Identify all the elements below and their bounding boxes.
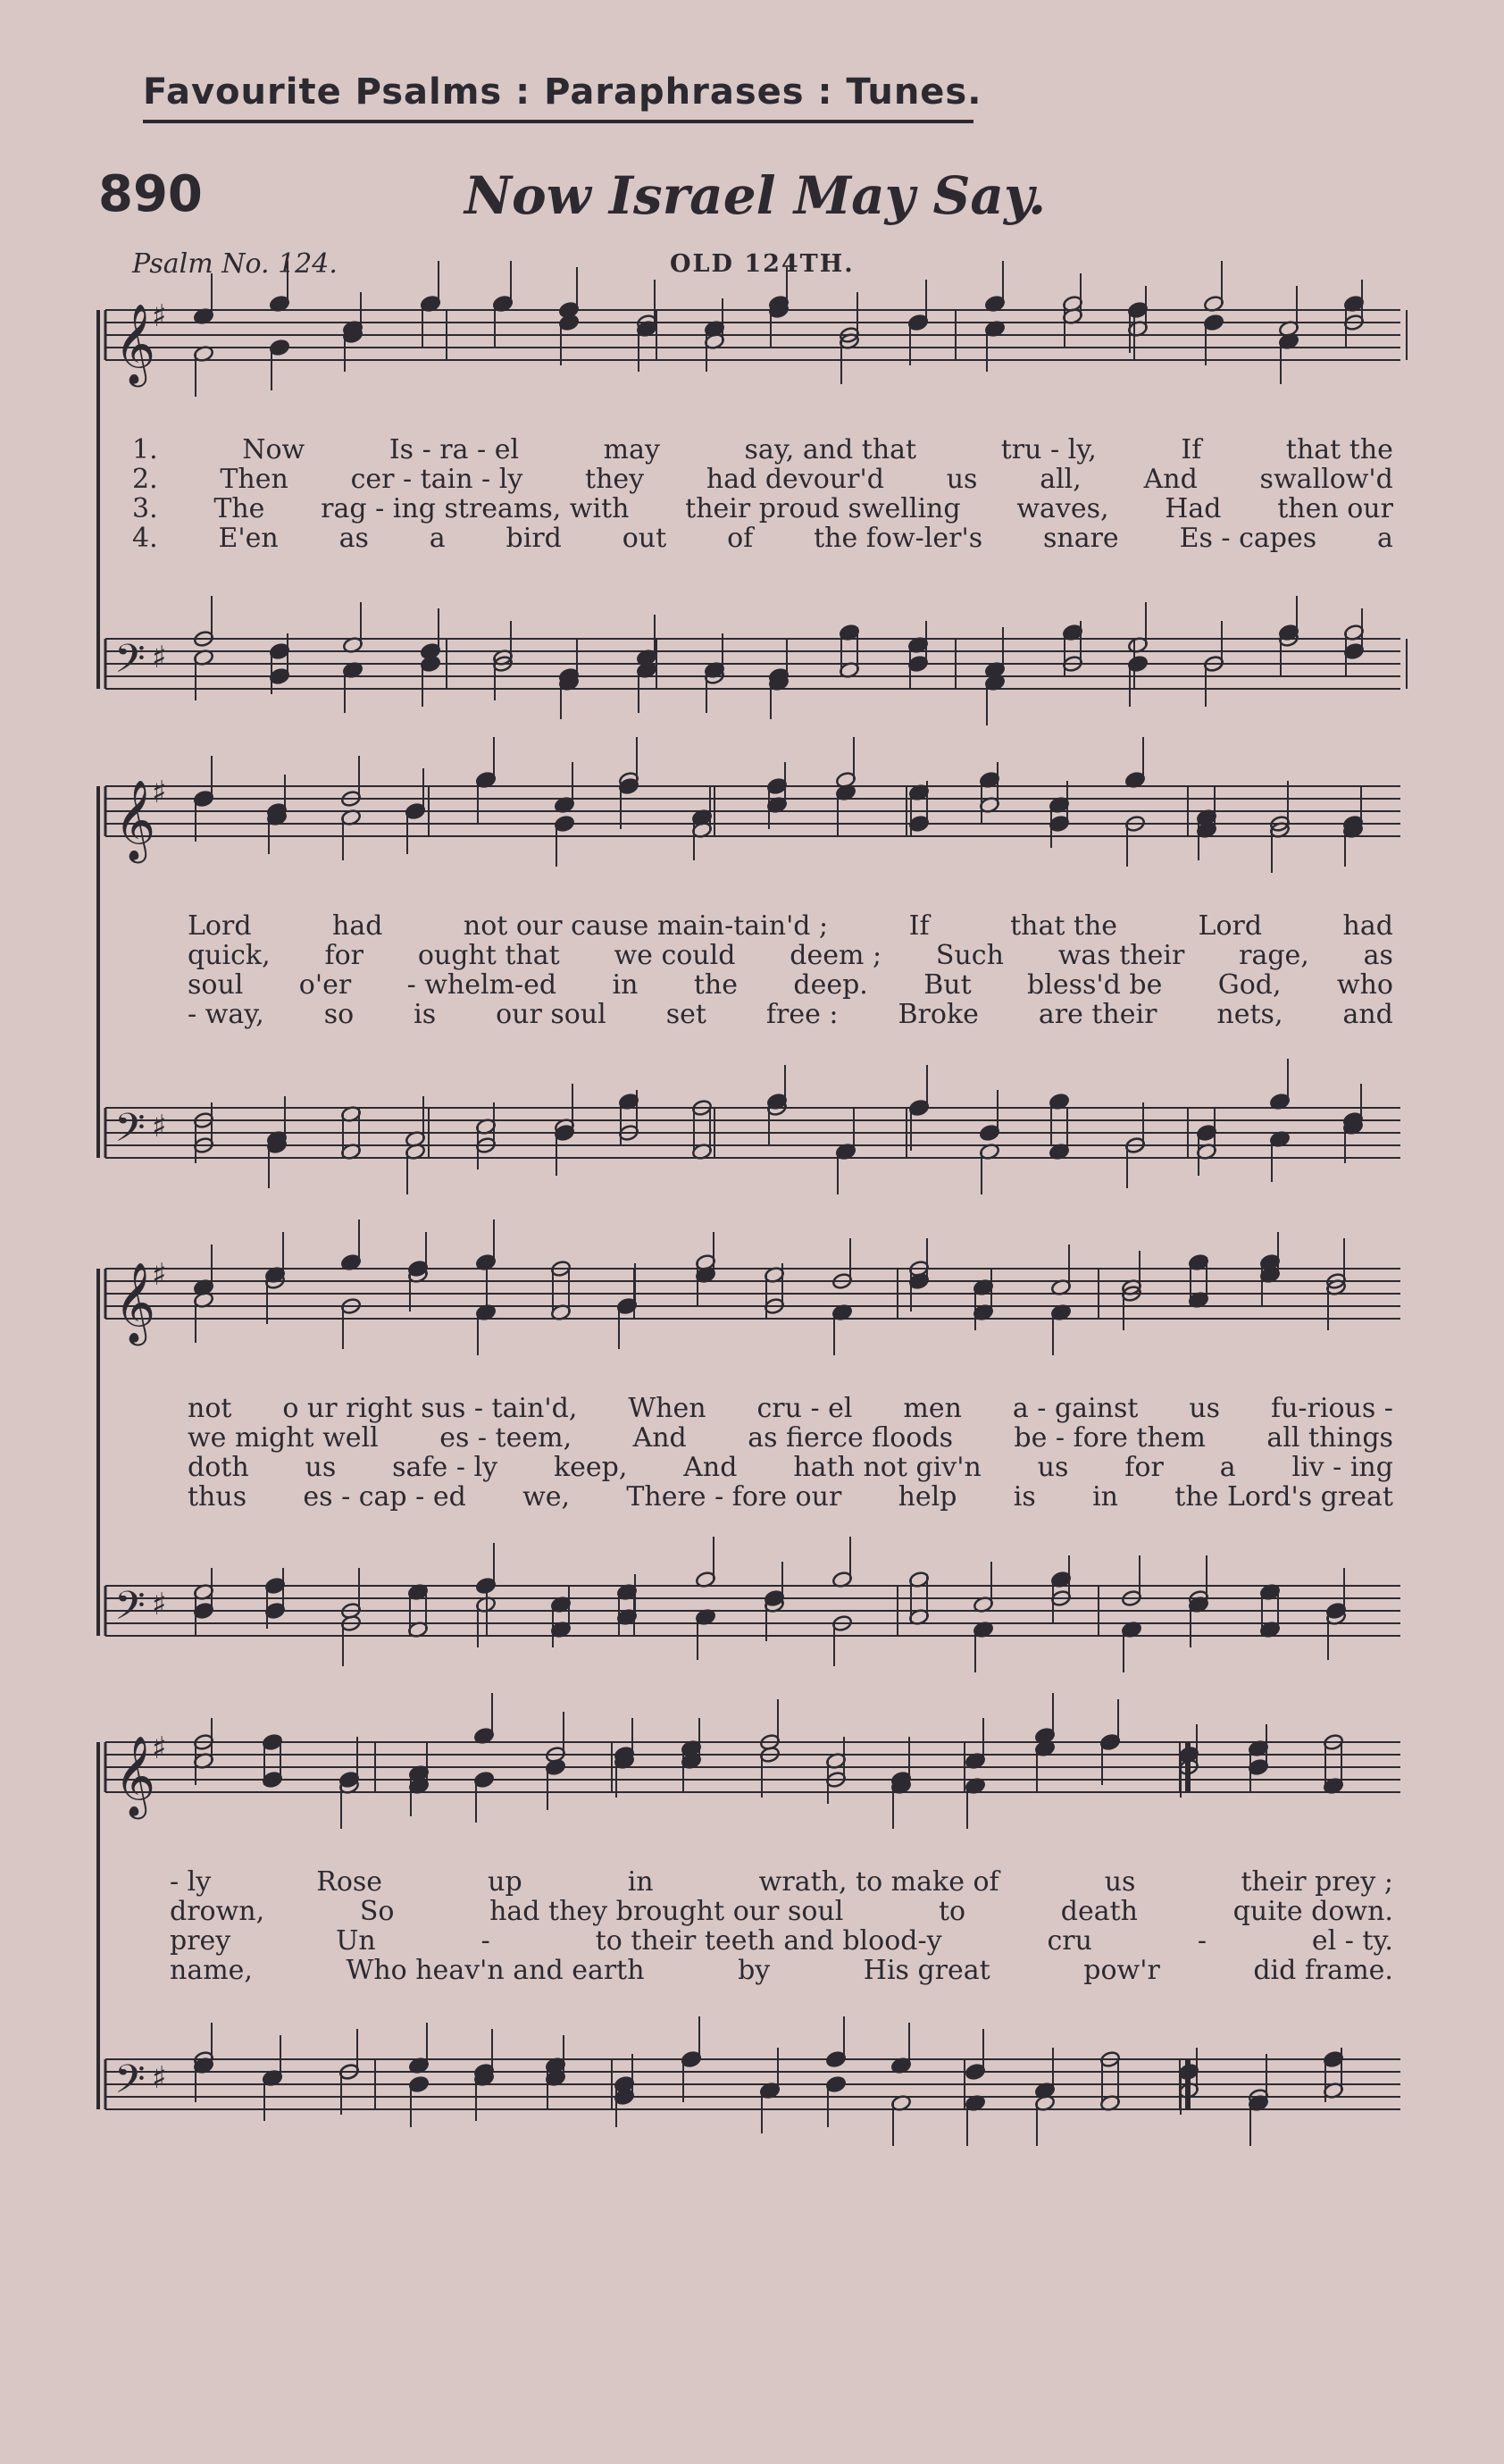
lyric-syllable: cru - el — [756, 1393, 853, 1424]
lyric-line — [188, 941, 1393, 971]
lyric-syllable: a - gainst — [1012, 1393, 1139, 1424]
treble-clef: 𝄞 — [114, 304, 156, 384]
lyric-syllable: Now — [242, 434, 305, 465]
treble-clef: 𝄞 — [114, 1262, 156, 1343]
lyric-syllable: And — [683, 1452, 738, 1483]
key-signature-sharp: ♯ — [152, 1731, 167, 1766]
lyric-syllable: the Lord's great — [1174, 1481, 1393, 1513]
lyric-syllable: 2. — [132, 464, 158, 495]
lyric-syllable: who — [1336, 969, 1393, 1001]
lyric-syllable: - whelm-ed — [406, 969, 557, 1001]
lyric-syllable: o ur right sus - tain'd, — [282, 1393, 578, 1424]
lyric-syllable: set — [665, 999, 706, 1030]
key-signature-sharp: ♯ — [152, 1587, 167, 1622]
lyric-line — [188, 1482, 1393, 1513]
lyric-syllable: us — [1189, 1393, 1221, 1424]
lyric-syllable: Lord — [188, 910, 252, 942]
lyric-syllable: el - ty. — [1311, 1925, 1393, 1957]
treble-clef: 𝄞 — [114, 1736, 156, 1816]
lyric-line — [188, 1394, 1393, 1424]
lyric-syllable: is — [1013, 1481, 1036, 1513]
lyric-syllable: had devour'd — [706, 464, 884, 495]
lyric-syllable: snare — [1042, 523, 1119, 554]
lyric-syllable: as — [338, 523, 369, 554]
lyric-syllable: wrath, to make of — [758, 1866, 999, 1898]
lyric-syllable: pow'r — [1083, 1955, 1160, 1986]
lyric-line — [170, 1926, 1393, 1957]
lyric-syllable: a — [429, 523, 446, 554]
lyric-syllable: bird — [506, 523, 562, 554]
lyric-syllable: in — [612, 969, 639, 1001]
lyric-syllable: did frame. — [1253, 1955, 1393, 1986]
lyric-line — [132, 465, 1393, 495]
lyric-syllable: Rose — [316, 1866, 383, 1898]
lyric-line — [132, 524, 1393, 554]
lyric-syllable: a — [1219, 1452, 1236, 1483]
lyric-syllable: the fow-ler's — [814, 523, 983, 554]
lyric-syllable: Such — [935, 940, 1004, 971]
lyric-syllable: that the — [1010, 910, 1118, 942]
lyric-syllable: we, — [522, 1481, 571, 1513]
collection-title: Favourite Psalms : Paraphrases : Tunes. — [143, 71, 982, 113]
lyric-syllable: death — [1060, 1896, 1139, 1927]
lyric-syllable: for — [324, 940, 363, 971]
lyric-syllable: waves, — [1016, 493, 1109, 524]
lyric-syllable: soul — [188, 969, 244, 1001]
lyric-syllable: in — [1092, 1481, 1118, 1513]
lyric-syllable: men — [903, 1393, 962, 1424]
lyric-syllable: There - fore our — [626, 1481, 842, 1513]
lyric-syllable: If — [908, 910, 930, 942]
lyric-syllable: a — [1376, 523, 1393, 554]
lyric-line — [170, 1867, 1393, 1898]
lyric-line — [188, 1453, 1393, 1483]
lyric-syllable: rage, — [1239, 940, 1309, 971]
lyric-syllable: - — [480, 1925, 490, 1957]
lyric-syllable: quite down. — [1232, 1896, 1393, 1927]
lyric-syllable: then our — [1277, 493, 1393, 524]
hymn-title: Now Israel May Say. — [464, 165, 1047, 226]
lyric-syllable: not our cause main-tain'd ; — [463, 910, 829, 942]
key-signature-sharp: ♯ — [152, 775, 167, 810]
lyric-syllable: not — [188, 1393, 232, 1424]
lyric-syllable: Then — [220, 464, 288, 495]
lyric-line — [188, 1423, 1393, 1454]
lyric-syllable: was their — [1057, 940, 1185, 971]
lyric-syllable: When — [628, 1393, 706, 1424]
lyric-syllable: Who heav'n and earth — [346, 1955, 645, 1986]
lyric-syllable: of — [727, 523, 754, 554]
lyric-syllable: and — [1342, 999, 1393, 1030]
lyric-syllable: free : — [765, 999, 839, 1030]
lyric-syllable: o'er — [298, 969, 352, 1001]
lyric-syllable: The — [213, 493, 265, 524]
lyric-syllable: had — [332, 910, 383, 942]
lyric-syllable: are their — [1038, 999, 1157, 1030]
lyric-syllable: to their teeth and blood-y — [595, 1925, 942, 1957]
lyric-syllable: Is - ra - el — [389, 434, 520, 465]
bass-clef: 𝄢 — [114, 1104, 146, 1161]
lyric-syllable: E'en — [218, 523, 279, 554]
lyric-syllable: rag - ing streams, with — [321, 493, 630, 524]
lyric-syllable: us — [1037, 1452, 1069, 1483]
lyric-syllable: 1. — [132, 434, 158, 465]
lyric-syllable: es - cap - ed — [303, 1481, 466, 1513]
lyric-syllable: may — [603, 434, 660, 465]
lyric-syllable: we might well — [188, 1422, 379, 1454]
lyric-syllable: up — [488, 1866, 522, 1898]
lyric-syllable: swallow'd — [1259, 464, 1393, 495]
psalm-reference: Psalm No. 124. — [132, 248, 338, 280]
lyric-syllable: prey — [170, 1925, 231, 1957]
lyric-syllable: their proud swelling — [685, 493, 961, 524]
lyric-syllable: And — [1143, 464, 1198, 495]
lyric-syllable: hath not giv'n — [793, 1452, 982, 1483]
lyric-syllable: And — [632, 1422, 687, 1454]
lyric-syllable: Lord — [1198, 910, 1263, 942]
lyric-line — [170, 1897, 1393, 1927]
lyric-syllable: be - fore them — [1014, 1422, 1206, 1454]
lyric-syllable: deem ; — [790, 940, 882, 971]
lyric-syllable: all, — [1040, 464, 1082, 495]
bass-clef: 𝄢 — [114, 635, 146, 691]
lyric-syllable: But — [923, 969, 972, 1001]
bass-clef: 𝄢 — [114, 2056, 146, 2112]
lyric-syllable: the — [693, 969, 738, 1001]
lyric-syllable: fu-rious - — [1271, 1393, 1393, 1424]
lyric-line — [188, 1000, 1393, 1030]
lyric-syllable: drown, — [170, 1896, 265, 1927]
lyric-line — [188, 911, 1393, 942]
key-signature-sharp: ♯ — [152, 640, 167, 675]
lyric-syllable: Es - capes — [1179, 523, 1317, 554]
lyric-syllable: Had — [1165, 493, 1222, 524]
lyric-syllable: us — [946, 464, 978, 495]
lyric-syllable: - ly — [170, 1866, 212, 1898]
lyric-syllable: cru — [1047, 1925, 1092, 1957]
lyric-syllable: say, and that — [744, 434, 917, 465]
lyric-syllable: 4. — [132, 523, 158, 554]
lyric-syllable: help — [898, 1481, 957, 1513]
key-signature-sharp: ♯ — [152, 1257, 167, 1293]
lyric-syllable: quick, — [188, 940, 271, 971]
lyric-syllable: us — [1104, 1866, 1136, 1898]
lyric-syllable: - — [1197, 1925, 1207, 1957]
lyric-syllable: out — [622, 523, 667, 554]
lyric-syllable: doth — [188, 1452, 249, 1483]
key-signature-sharp: ♯ — [152, 2060, 167, 2096]
lyric-syllable: in — [627, 1866, 654, 1898]
bass-clef: 𝄢 — [114, 1582, 146, 1638]
lyric-syllable: had they brought our soul — [489, 1896, 844, 1927]
lyric-syllable: their prey ; — [1241, 1866, 1393, 1898]
lyric-syllable: His great — [863, 1955, 990, 1986]
lyric-syllable: So — [359, 1896, 395, 1927]
lyric-syllable: - way, — [188, 999, 264, 1030]
lyric-syllable: so — [323, 999, 355, 1030]
lyric-syllable: that the — [1285, 434, 1393, 465]
lyric-syllable: 3. — [132, 493, 158, 524]
lyric-syllable: liv - ing — [1291, 1452, 1393, 1483]
lyric-syllable: safe - ly — [392, 1452, 498, 1483]
hymn-number: 890 — [98, 165, 203, 223]
lyric-syllable: bless'd be — [1027, 969, 1163, 1001]
lyric-syllable: by — [738, 1955, 771, 1986]
lyric-line — [188, 970, 1393, 1001]
lyric-syllable: us — [305, 1452, 337, 1483]
lyric-syllable: all things — [1266, 1422, 1393, 1454]
lyric-syllable: If — [1181, 434, 1202, 465]
key-signature-sharp: ♯ — [152, 298, 167, 334]
lyric-syllable: thus — [188, 1481, 247, 1513]
lyric-syllable: is — [414, 999, 437, 1030]
lyric-syllable: God, — [1217, 969, 1282, 1001]
lyric-syllable: Broke — [898, 999, 979, 1030]
treble-clef: 𝄞 — [114, 780, 156, 860]
lyric-line — [132, 494, 1393, 524]
lyric-syllable: as — [1363, 940, 1393, 971]
lyric-syllable: nets, — [1216, 999, 1283, 1030]
tune-name: OLD 124TH. — [670, 250, 855, 278]
lyric-syllable: we could — [614, 940, 736, 971]
lyric-syllable: keep, — [553, 1452, 628, 1483]
lyric-syllable: they — [585, 464, 645, 495]
lyric-syllable: cer - tain - ly — [350, 464, 523, 495]
lyric-syllable: as fierce floods — [748, 1422, 953, 1454]
lyric-line — [132, 435, 1393, 465]
lyric-line — [170, 1956, 1393, 1986]
lyric-syllable: deep. — [793, 969, 868, 1001]
lyric-syllable: for — [1124, 1452, 1164, 1483]
lyric-syllable: es - teem, — [439, 1422, 572, 1454]
lyric-syllable: name, — [170, 1955, 253, 1986]
lyric-syllable: to — [939, 1896, 966, 1927]
lyric-syllable: Un — [336, 1925, 376, 1957]
lyric-syllable: tru - ly, — [1000, 434, 1097, 465]
lyric-syllable: our soul — [496, 999, 606, 1030]
key-signature-sharp: ♯ — [152, 1109, 167, 1144]
lyric-syllable: had — [1342, 910, 1393, 942]
lyric-syllable: ought that — [417, 940, 560, 971]
